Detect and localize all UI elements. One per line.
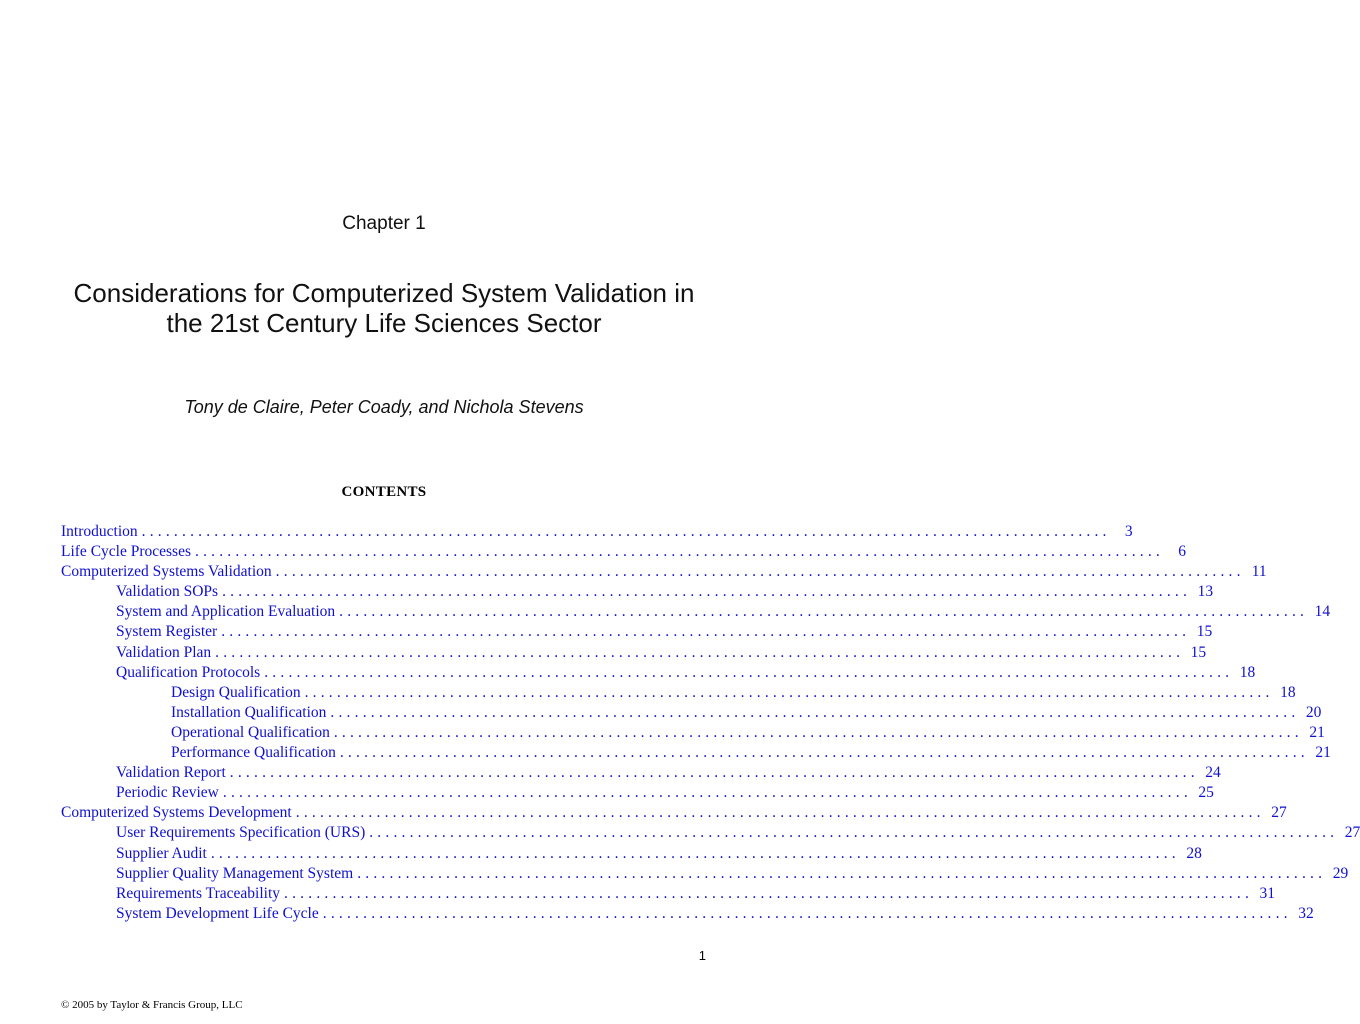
toc-dot-leader: ........................................................................................................................ (295, 804, 1265, 822)
toc-entry[interactable] (61, 683, 1296, 704)
toc-entry-page: 27 (1344, 824, 1360, 842)
toc-entry[interactable] (61, 543, 1186, 563)
toc-dot-leader: ........................................................................................................................ (369, 824, 1339, 842)
toc-entry-page: 3 (1124, 523, 1133, 540)
toc-entry-title: Supplier Quality Management System (116, 864, 354, 882)
toc-entry-page: 15 (1196, 623, 1213, 641)
toc-entry-page: 31 (1259, 884, 1276, 902)
authors: Tony de Claire, Peter Coady, and Nichola Stevens (184, 397, 584, 417)
toc-entry[interactable] (61, 563, 1267, 583)
toc-entry[interactable] (61, 824, 1360, 844)
toc-entry-page: 24 (1205, 764, 1221, 782)
toc-entry-page: 11 (1251, 563, 1267, 581)
toc-entry-title: User Requirements Specification (URS) (116, 824, 366, 842)
toc-dot-leader: ........................................................................................................................ (330, 703, 1300, 721)
toc-dot-leader: ........................................................................................................................ (215, 643, 1185, 661)
toc-entry[interactable] (61, 784, 1214, 804)
toc-dot-leader: ........................................................................................................................ (141, 523, 1111, 540)
toc-dot-leader: ........................................................................................................................ (333, 723, 1303, 741)
page-number: 1 (698, 948, 706, 963)
toc-dot-leader: ........................................................................................................................ (229, 764, 1199, 782)
toc-entry[interactable] (61, 764, 1221, 784)
toc-dot-leader: ........................................................................................................................ (210, 844, 1180, 862)
toc-dot-leader: ........................................................................................................................ (222, 784, 1192, 802)
toc-entry[interactable] (61, 603, 1331, 623)
copyright-notice: © 2005 by Taylor & Francis Group, LLC (61, 999, 243, 1011)
toc-dot-leader: ........................................................................................................................ (264, 663, 1234, 681)
toc-entry-title: System Development Life Cycle (116, 904, 319, 922)
toc-dot-leader: ........................................................................................................................ (284, 884, 1254, 902)
chapter-title: Considerations for Computerized System Validation in the 21st Century Life Sciences Sector (73, 278, 695, 338)
contents-heading: CONTENTS (341, 484, 427, 500)
toc-entry-page: 25 (1198, 784, 1214, 802)
toc-dot-leader: ........................................................................................................................ (304, 683, 1274, 701)
toc-entry-page: 18 (1239, 663, 1256, 681)
toc-entry[interactable] (61, 804, 1287, 824)
toc-entry-page: 20 (1305, 703, 1322, 721)
toc-entry-title: Computerized Systems Development (61, 804, 292, 822)
toc-entry[interactable] (61, 583, 1214, 603)
toc-dot-leader: ........................................................................................................................ (195, 543, 1164, 561)
toc-entry-title: Installation Qualification (171, 703, 327, 721)
toc-entry-page: 32 (1298, 904, 1314, 922)
toc-entry-page: 6 (1178, 543, 1186, 561)
toc-dot-leader: ........................................................................................................................ (357, 864, 1327, 882)
toc-dot-leader: ........................................................................................................................ (222, 583, 1192, 601)
table-of-contents (61, 523, 1360, 925)
toc-entry-title: Supplier Audit (116, 844, 207, 862)
toc-entry-title: Computerized Systems Validation (61, 563, 272, 581)
toc-entry[interactable] (61, 703, 1322, 724)
toc-entry[interactable] (61, 663, 1256, 684)
toc-entry-page: 18 (1280, 683, 1296, 701)
toc-entry-title: Requirements Traceability (116, 884, 281, 902)
toc-entry-title: Performance Qualification (171, 744, 336, 762)
toc-entry-title: Introduction (61, 523, 138, 540)
toc-dot-leader: ........................................................................................................................ (322, 904, 1292, 922)
toc-entry-title: Operational Qualification (171, 723, 330, 741)
toc-dot-leader: ........................................................................................................................ (339, 744, 1309, 762)
toc-entry-page: 13 (1197, 583, 1214, 601)
toc-entry[interactable] (61, 523, 1133, 543)
toc-entry[interactable] (61, 904, 1314, 925)
toc-dot-leader: ........................................................................................................................ (221, 623, 1191, 641)
toc-entry-title: Validation Report (116, 764, 226, 782)
toc-entry-page: 29 (1332, 864, 1349, 882)
toc-entry-page: 15 (1190, 643, 1207, 661)
toc-entry-page: 21 (1309, 723, 1325, 741)
toc-entry-title: System Register (116, 623, 218, 641)
toc-entry-page: 21 (1315, 744, 1331, 762)
toc-entry[interactable] (61, 864, 1349, 885)
toc-entry-title: Life Cycle Processes (61, 543, 191, 561)
toc-entry-title: Periodic Review (116, 784, 219, 802)
toc-entry[interactable] (61, 884, 1276, 905)
toc-entry-title: Qualification Protocols (116, 663, 261, 681)
toc-entry-page: 27 (1271, 804, 1287, 822)
toc-entry[interactable] (61, 723, 1325, 744)
toc-entry-title: Design Qualification (171, 683, 301, 701)
toc-entry-page: 28 (1186, 844, 1202, 862)
toc-dot-leader: ........................................................................................................................ (275, 563, 1245, 581)
toc-entry[interactable] (61, 643, 1207, 664)
toc-entry[interactable] (61, 744, 1331, 764)
toc-entry-title: Validation Plan (116, 643, 212, 661)
toc-dot-leader: ........................................................................................................................ (339, 603, 1309, 621)
chapter-label: Chapter 1 (342, 213, 426, 234)
toc-entry-page: 14 (1314, 603, 1331, 621)
toc-entry[interactable] (61, 623, 1213, 643)
toc-entry-title: Validation SOPs (116, 583, 219, 601)
toc-entry-title: System and Application Evaluation (116, 603, 336, 621)
toc-entry[interactable] (61, 844, 1202, 865)
